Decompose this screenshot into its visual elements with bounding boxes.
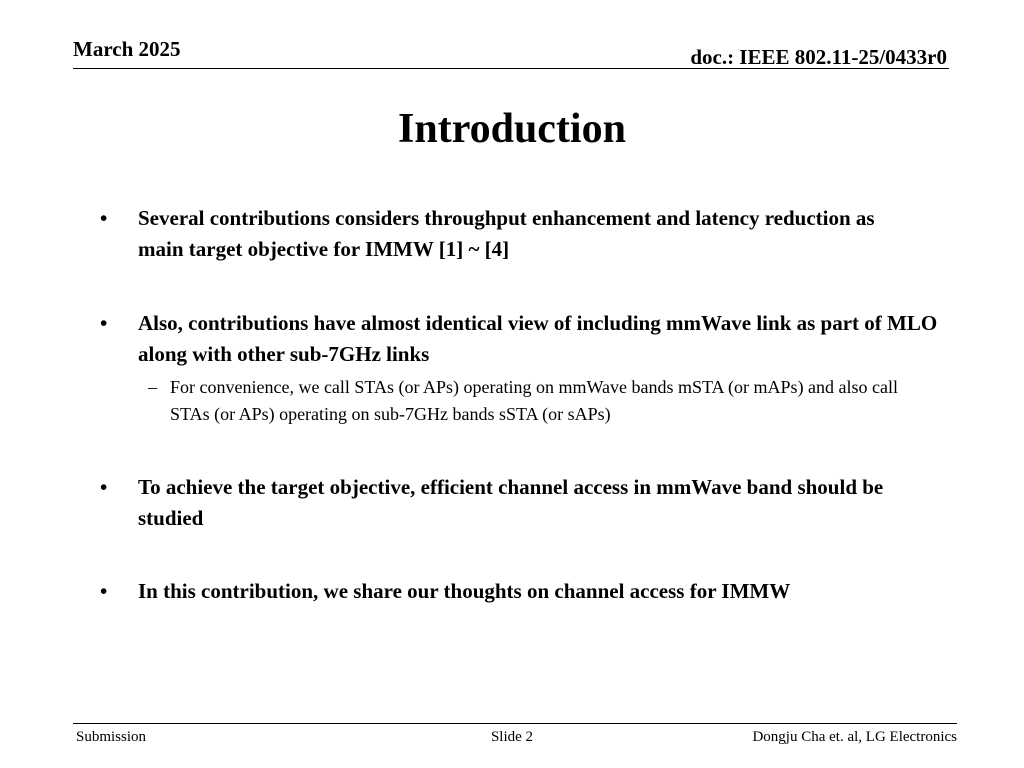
bullet-text-4: In this contribution, we share our thoughts on channel access for IMMW <box>138 579 791 603</box>
slide-title: Introduction <box>398 106 626 152</box>
footer-authors: Dongju Cha et. al, LG Electronics <box>752 729 957 745</box>
bullet-marker: • <box>100 475 108 499</box>
bullet-marker: • <box>100 311 108 335</box>
header-divider <box>73 68 949 69</box>
bullet-text-2: Also, contributions have almost identical view of including mmWave link as part of MLO along with other sub-7GHz links <box>138 311 938 366</box>
bullet-text-1: Several contributions considers throughput enhancement and latency reduction as main target objective for IMMW [1] ~ [4] <box>138 206 875 261</box>
footer-divider <box>73 723 957 724</box>
header-date: March 2025 <box>73 37 181 61</box>
header-doc-id: doc.: IEEE 802.11-25/0433r0 <box>690 45 947 69</box>
footer-submission: Submission <box>76 729 147 745</box>
sub-bullet-text: For convenience, we call STAs (or APs) operating on mmWave bands mSTA (or mAPs) and also call STAs (or APs) operating on sub-7GHz bands sSTA (or sAPs) <box>170 377 899 424</box>
footer-slide-number: Slide 2 <box>490 729 534 745</box>
bullet-marker: • <box>100 579 108 603</box>
bullet-marker: • <box>100 206 108 230</box>
sub-bullet-marker: – <box>148 377 157 397</box>
bullet-text-3: To achieve the target objective, efficient channel access in mmWave band should be studied <box>138 475 884 530</box>
